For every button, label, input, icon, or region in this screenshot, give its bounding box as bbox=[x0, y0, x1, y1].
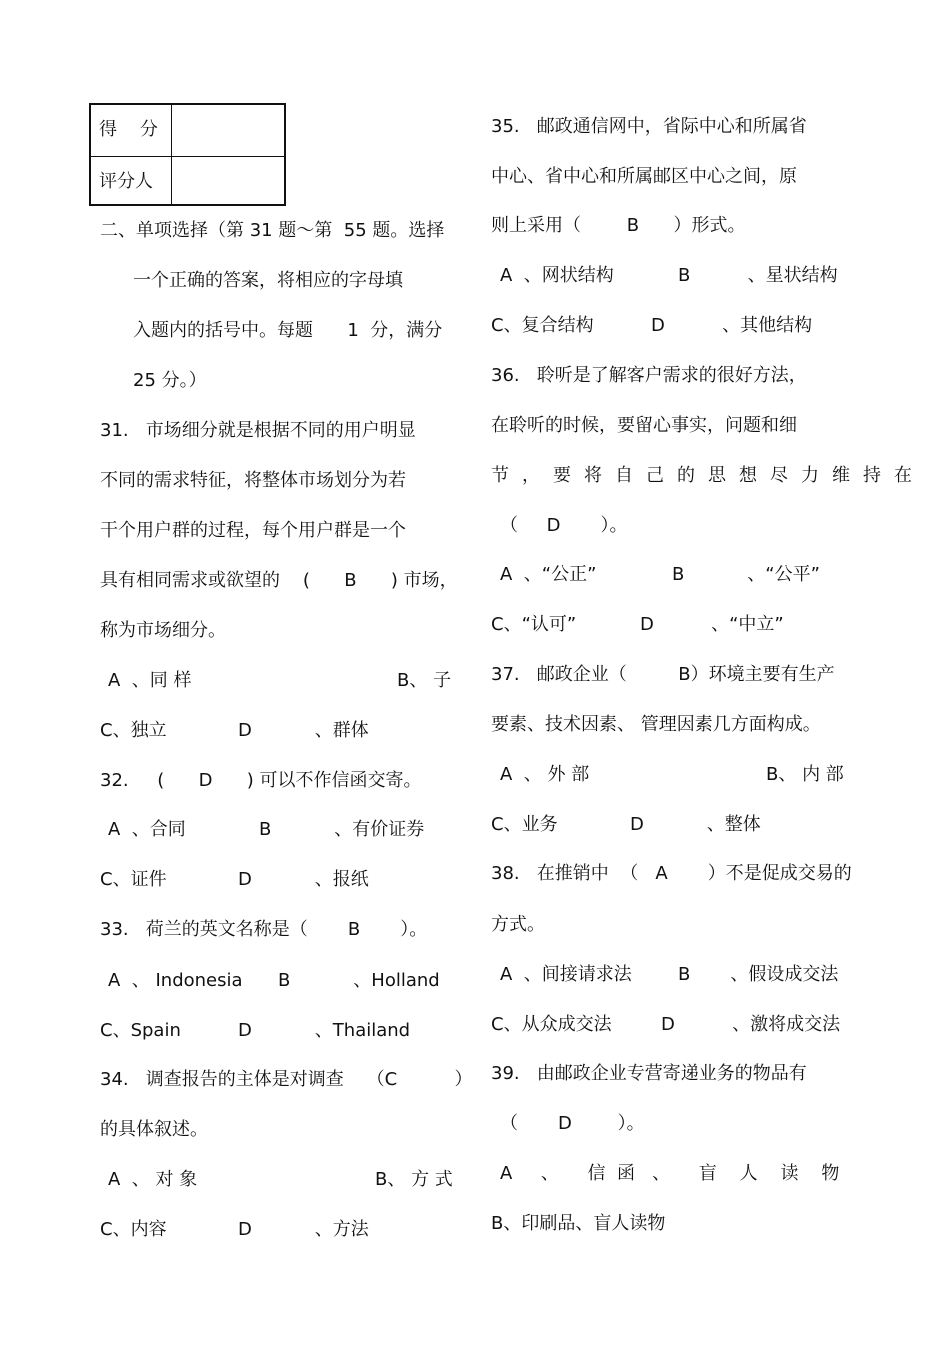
option-b: B 、假设成交法 bbox=[678, 964, 839, 985]
section-heading-line: 25 分。） bbox=[133, 370, 207, 391]
question-stem-line: 35. 邮政通信网中，省际中心和所属省 bbox=[491, 116, 807, 137]
question-stem-line: 36. 聆听是了解客户需求的很好方法， bbox=[491, 365, 807, 386]
option-b: B 、星状结构 bbox=[678, 265, 838, 286]
option-c: C、Spain bbox=[100, 1020, 181, 1041]
question-stem-line: 要素、技术因素、 管理因素几方面构成。 bbox=[491, 714, 821, 735]
option-b: B、 内 部 bbox=[766, 764, 844, 785]
question-stem-line: 39. 由邮政企业专营寄递业务的物品有 bbox=[491, 1063, 807, 1084]
question-stem-line: 则上采用（ B ）形式。 bbox=[491, 215, 746, 236]
question-stem-line: 干个用户群的过程，每个用户群是一个 bbox=[100, 520, 406, 541]
question-stem-line: 中心、省中心和所属邮区中心之间，原 bbox=[491, 166, 797, 187]
question-stem-line: 具有相同需求或欲望的 ( B ) 市场， bbox=[100, 570, 458, 591]
option-a: A 、“公正” bbox=[500, 564, 597, 585]
question-stem-line: 31. 市场细分就是根据不同的用户明显 bbox=[100, 420, 416, 441]
grader-label: 评分人 bbox=[99, 171, 153, 192]
option-b: B 、有价证券 bbox=[259, 819, 425, 840]
question-stem-line: 37. 邮政企业（ B）环境主要有生产 bbox=[491, 664, 835, 685]
option-c: C、独立 bbox=[100, 720, 167, 741]
option-a: A 、网状结构 bbox=[500, 265, 614, 286]
option-c: C、证件 bbox=[100, 869, 167, 890]
question-stem-line: （ D ）。 bbox=[500, 515, 628, 536]
option-d: D 、群体 bbox=[238, 720, 369, 741]
question-stem-line: 方式。 bbox=[491, 914, 545, 935]
option-d: D 、方法 bbox=[238, 1219, 369, 1240]
question-stem-line: 在聆听的时候，要留心事实，问题和细 bbox=[491, 415, 797, 436]
score-table bbox=[89, 103, 286, 206]
score-label: 得 分 bbox=[99, 119, 158, 140]
question-stem-line: 33. 荷兰的英文名称是（ B ）。 bbox=[100, 919, 428, 940]
option-a: A 、 信 函 、 盲 人 读 物 bbox=[500, 1163, 840, 1184]
option-a: A 、同 样 bbox=[108, 670, 192, 691]
question-stem-line: 的具体叙述。 bbox=[100, 1119, 208, 1140]
section-heading-line: 一个正确的答案，将相应的字母填 bbox=[133, 270, 403, 291]
option-d: D 、报纸 bbox=[238, 869, 369, 890]
option-c: C、内容 bbox=[100, 1219, 167, 1240]
option-b: B、印刷品、盲人读物 bbox=[491, 1213, 666, 1234]
section-heading-line: 二、单项选择（第 31 题～第 55 题。选择 bbox=[100, 220, 445, 241]
question-stem-line: 不同的需求特征，将整体市场划分为若 bbox=[100, 470, 406, 491]
option-d: D 、激将成交法 bbox=[661, 1014, 841, 1035]
option-d: D 、“中立” bbox=[640, 614, 784, 635]
question-stem-line: 称为市场细分。 bbox=[100, 620, 226, 641]
table-divider-horizontal bbox=[91, 156, 284, 157]
question-stem-line: （ D ）。 bbox=[500, 1113, 645, 1134]
option-c: C、复合结构 bbox=[491, 315, 594, 336]
section-heading-line: 入题内的括号中。每题 1 分，满分 bbox=[133, 320, 443, 341]
option-a: A 、 对 象 bbox=[108, 1169, 198, 1190]
question-stem-line: 34. 调查报告的主体是对调查 （C ） bbox=[100, 1069, 473, 1090]
option-d: D 、其他结构 bbox=[651, 315, 813, 336]
option-a: A 、 外 部 bbox=[500, 764, 590, 785]
question-stem-line: 节，要将自己的思想尽力维持在 bbox=[491, 465, 925, 486]
option-c: C、“认可” bbox=[491, 614, 577, 635]
option-b: B 、“公平” bbox=[672, 564, 820, 585]
table-divider-vertical bbox=[171, 105, 172, 204]
option-d: D 、整体 bbox=[630, 814, 761, 835]
option-b: B 、Holland bbox=[278, 970, 440, 991]
option-b: B、 方 式 bbox=[375, 1169, 453, 1190]
option-b: B、 子 bbox=[397, 670, 452, 691]
question-stem-line: 32. ( D ) 可以不作信函交寄。 bbox=[100, 770, 422, 791]
option-a: A 、合同 bbox=[108, 819, 186, 840]
option-a: A 、 Indonesia bbox=[108, 970, 243, 991]
option-c: C、业务 bbox=[491, 814, 558, 835]
option-c: C、从众成交法 bbox=[491, 1014, 612, 1035]
question-stem-line: 38. 在推销中 （ A ）不是促成交易的 bbox=[491, 863, 852, 884]
option-a: A 、间接请求法 bbox=[500, 964, 632, 985]
option-d: D 、Thailand bbox=[238, 1020, 411, 1041]
